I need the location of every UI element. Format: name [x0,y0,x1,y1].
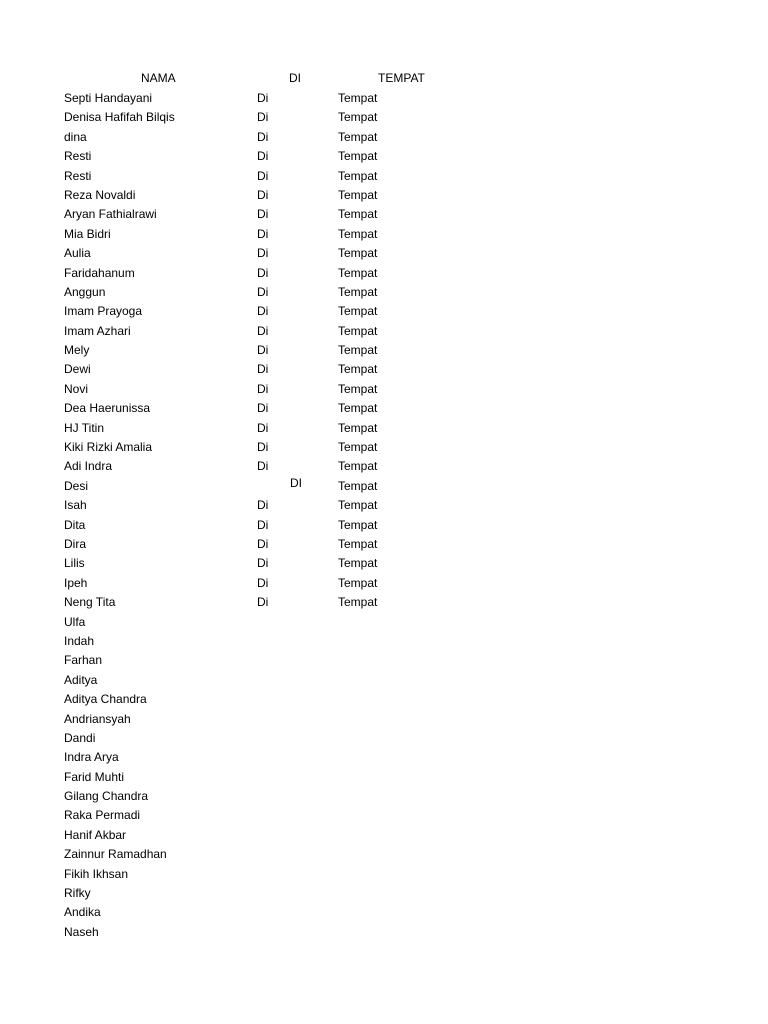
cell-di: Di [257,556,269,571]
cell-tempat: Tempat [338,536,378,551]
cell-nama: Indah [64,633,95,648]
table-row [0,690,768,709]
cell-di: Di [257,595,269,610]
table-row [0,613,768,632]
cell-di: Di [257,575,269,590]
cell-tempat: Tempat [338,149,378,164]
cell-di: Di [257,536,269,551]
table-row [0,399,768,418]
cell-tempat: Tempat [338,323,378,338]
cell-nama: Indra Arya [64,750,119,765]
cell-di: Di [257,304,269,319]
table-row [0,380,768,399]
cell-di: Di [257,517,269,532]
cell-nama: Fikih Ikhsan [64,866,129,881]
cell-tempat: Tempat [338,226,378,241]
cell-nama: Zainnur Ramadhan [64,847,167,862]
cell-nama: Adi Indra [64,459,113,474]
cell-nama: Isah [64,498,87,513]
cell-nama: Aditya [64,672,98,687]
table-row [0,768,768,787]
cell-di: Di [257,246,269,261]
table-row [0,865,768,884]
cell-nama: HJ Titin [64,420,105,435]
table-row [0,845,768,864]
cell-tempat: Tempat [338,207,378,222]
cell-tempat: Tempat [338,187,378,202]
cell-di: Di [257,498,269,513]
cell-di: Di [257,226,269,241]
cell-tempat: Tempat [338,575,378,590]
cell-nama: Raka Permadi [64,808,141,823]
table-row [0,302,768,321]
column-header-nama: NAMA [141,71,176,85]
cell-nama: Dea Haerunissa [64,401,151,416]
cell-nama: Ipeh [64,575,88,590]
cell-di: DI [290,475,302,490]
table-row [0,457,768,476]
table-row [0,244,768,263]
table-row [0,496,768,515]
table-row [0,322,768,341]
cell-nama: Novi [64,381,89,396]
cell-nama: Rifky [64,886,91,901]
cell-nama: Andika [64,905,101,920]
cell-di: Di [257,401,269,416]
cell-nama: Reza Novaldi [64,187,136,202]
cell-di: Di [257,168,269,183]
cell-nama: Aulia [64,246,91,261]
table-row [0,167,768,186]
cell-nama: Imam Azhari [64,323,131,338]
table-row [0,516,768,535]
cell-nama: Gilang Chandra [64,789,149,804]
table-row [0,729,768,748]
table-row [0,632,768,651]
cell-tempat: Tempat [338,284,378,299]
cell-di: Di [257,149,269,164]
cell-nama: Mely [64,343,90,358]
table-row [0,748,768,767]
cell-di: Di [257,110,269,125]
cell-nama: Imam Prayoga [64,304,143,319]
cell-nama: dina [64,129,87,144]
cell-tempat: Tempat [338,440,378,455]
cell-nama: Anggun [64,284,106,299]
table-row [0,574,768,593]
table-row [0,108,768,127]
cell-nama: Kiki Rizki Amalia [64,440,153,455]
table-row [0,205,768,224]
cell-di: Di [257,207,269,222]
table-row [0,341,768,360]
table-row [0,651,768,670]
cell-tempat: Tempat [338,517,378,532]
cell-tempat: Tempat [338,246,378,261]
column-header-tempat: TEMPAT [378,71,425,85]
cell-nama: Hanif Akbar [64,827,127,842]
cell-nama: Andriansyah [64,711,131,726]
cell-di: Di [257,440,269,455]
cell-tempat: Tempat [338,110,378,125]
cell-nama: Neng Tita [64,595,116,610]
cell-di: Di [257,343,269,358]
cell-tempat: Tempat [338,362,378,377]
cell-nama: Naseh [64,924,99,939]
table-row [0,806,768,825]
cell-tempat: Tempat [338,168,378,183]
cell-di: Di [257,323,269,338]
table-row [0,419,768,438]
cell-tempat: Tempat [338,343,378,358]
cell-nama: Resti [64,149,92,164]
cell-nama: Aditya Chandra [64,692,147,707]
cell-tempat: Tempat [338,420,378,435]
cell-di: Di [257,284,269,299]
table-row [0,477,768,496]
table-row [0,884,768,903]
table-row [0,535,768,554]
cell-di: Di [257,129,269,144]
cell-di: Di [257,362,269,377]
table-row [0,264,768,283]
cell-nama: Septi Handayani [64,91,153,105]
cell-nama: Lilis [64,556,85,571]
cell-tempat: Tempat [338,129,378,144]
cell-tempat: Tempat [338,91,378,105]
table-row [0,554,768,573]
cell-di: Di [257,420,269,435]
cell-nama: Dandi [64,730,96,745]
cell-tempat: Tempat [338,265,378,280]
table-row [0,89,768,108]
cell-nama: Dira [64,536,87,551]
cell-nama: Aryan Fathialrawi [64,207,157,222]
cell-tempat: Tempat [338,401,378,416]
table-row [0,438,768,457]
table-body [0,89,768,942]
cell-tempat: Tempat [338,478,378,493]
column-header-di: DI [289,71,301,85]
table-row [0,360,768,379]
table-row [0,826,768,845]
table-row [0,225,768,244]
table-row [0,283,768,302]
cell-di: Di [257,187,269,202]
table-row [0,186,768,205]
table-row [0,787,768,806]
cell-nama: Dita [64,517,86,532]
cell-tempat: Tempat [338,595,378,610]
cell-tempat: Tempat [338,381,378,396]
table-row [0,923,768,942]
table-row [0,147,768,166]
cell-nama: Denisa Hafifah Bilqis [64,110,175,125]
table-row [0,593,768,612]
table-row [0,903,768,922]
cell-nama: Mia Bidri [64,226,111,241]
table-row [0,710,768,729]
cell-di: Di [257,381,269,396]
cell-tempat: Tempat [338,304,378,319]
cell-tempat: Tempat [338,498,378,513]
table-row [0,128,768,147]
cell-di: Di [257,91,269,105]
cell-nama: Faridahanum [64,265,135,280]
cell-di: Di [257,265,269,280]
cell-nama: Desi [64,478,89,493]
table-row [0,671,768,690]
cell-nama: Dewi [64,362,91,377]
cell-nama: Farhan [64,653,103,668]
cell-nama: Resti [64,168,92,183]
header-row [0,68,768,88]
cell-tempat: Tempat [338,459,378,474]
cell-nama: Ulfa [64,614,86,629]
cell-nama: Farid Muhti [64,769,125,784]
cell-tempat: Tempat [338,556,378,571]
cell-di: Di [257,459,269,474]
